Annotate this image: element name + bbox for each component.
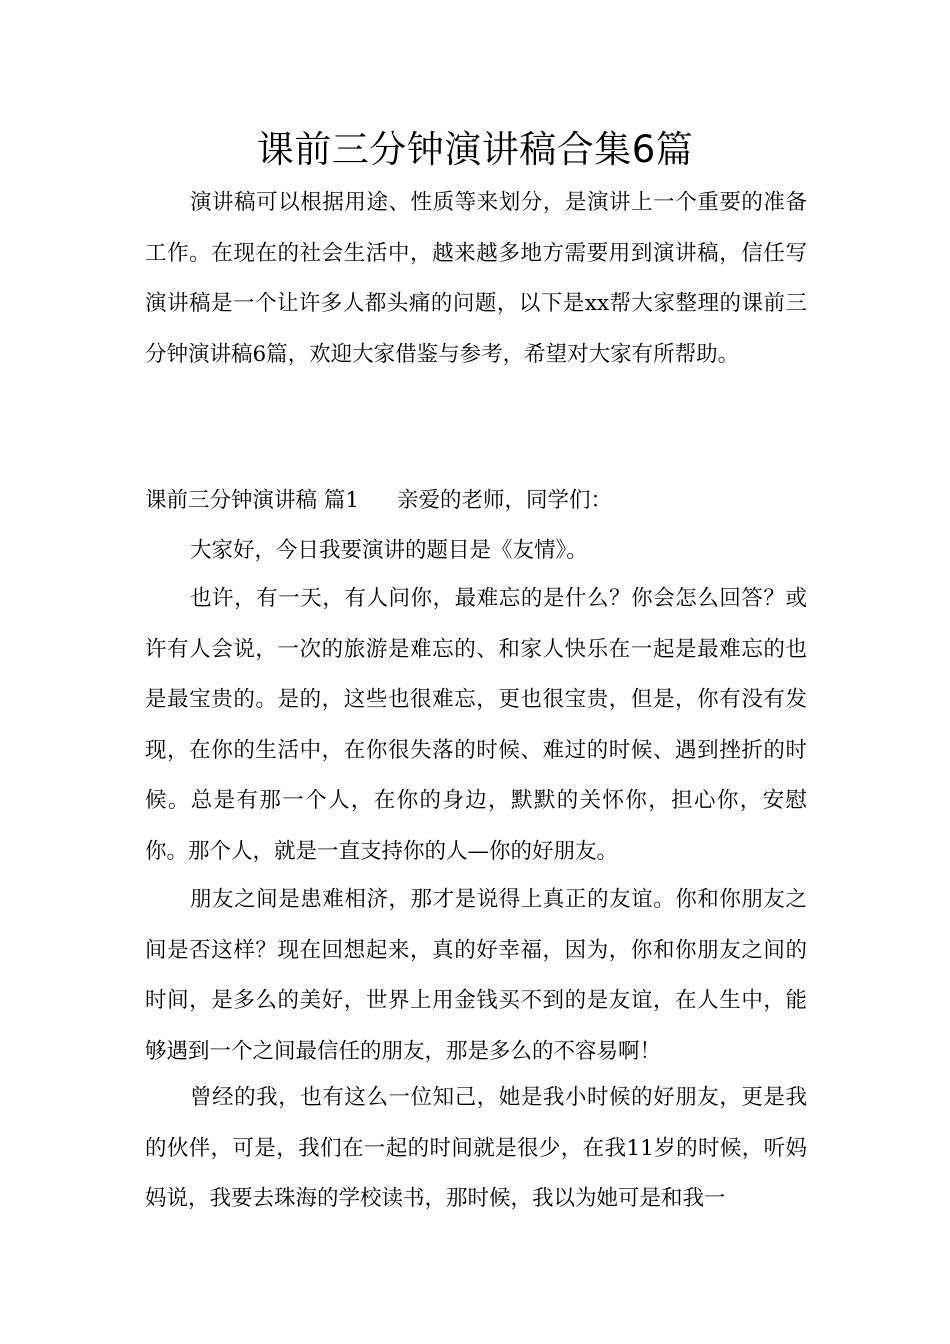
section-heading: 课前三分钟演讲稿 篇1: [145, 488, 360, 513]
body-paragraph-3: 朋友之间是患难相济，那才是说得上真正的友谊。你和你朋友之间是否这样？现在回想起来，真的好幸福，因为，你和你朋友之间的时间，是多么的美好，世界上用金钱买不到的是友谊，在人生中，能够遇到一个之间最信任的朋友，那是多么的不容易啊！: [145, 887, 807, 1064]
intro-paragraph: 演讲稿可以根据用途、性质等来划分，是演讲上一个重要的准备工作。在现在的社会生活中，越来越多地方需要用到演讲稿，信任写演讲稿是一个让许多人都头痛的问题，以下是xx帮大家整理的课前三分钟演讲稿6篇，欢迎大家借鉴与参考，希望对大家有所帮助。: [145, 190, 807, 367]
document-title: 课前三分钟演讲稿合集6篇: [256, 128, 694, 171]
section-heading-line: [145, 476, 807, 527]
greeting: 亲爱的老师，同学们：: [397, 488, 613, 513]
body-paragraph-1: 大家好，今日我要演讲的题目是《友情》。: [190, 538, 588, 563]
body-paragraph-2: 也许，有一天，有人问你，最难忘的是什么？你会怎么回答？或许有人会说，一次的旅游是难忘的、和家人快乐在一起是最难忘的也是最宝贵的。是的，这些也很难忘，更也很宝贵，但是，你有没有发现，在你的生活中，在你很失落的时候、难过的时候、遇到挫折的时候。总是有那一个人，在你的身边，默默的关怀你，担心你，安慰你。那个人，就是一直支持你的人—你的好朋友。: [145, 586, 807, 864]
body-paragraph-4: 曾经的我，也有这么一位知己，她是我小时候的好朋友，更是我的伙伴，可是，我们在一起的时间就是很少，在我11岁的时候，听妈妈说，我要去珠海的学校读书，那时候，我以为她可是和我一: [145, 1085, 807, 1211]
